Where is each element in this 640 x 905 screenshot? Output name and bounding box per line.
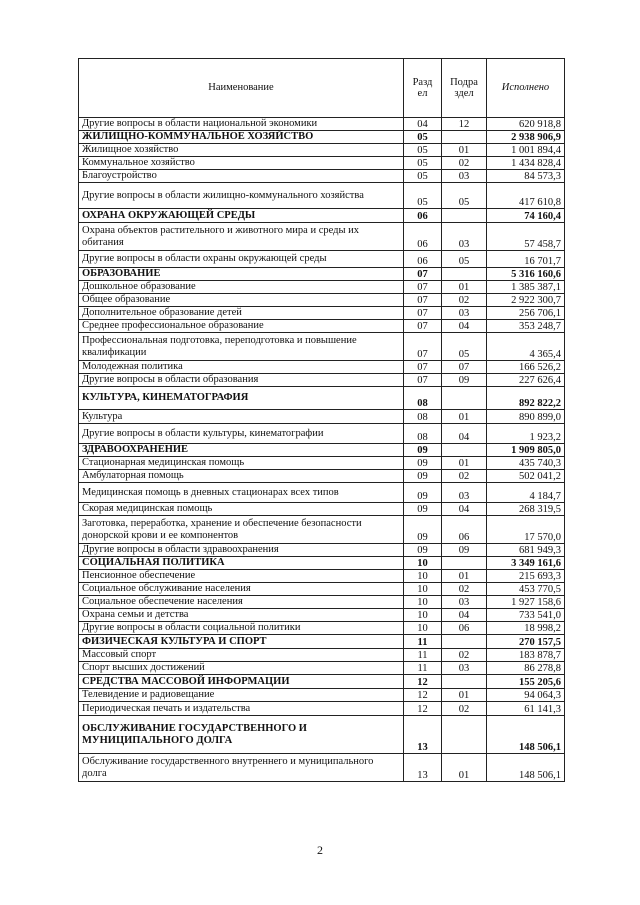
row-podrazdel: 06: [442, 622, 487, 635]
row-ispolneno: 1 909 805,0: [487, 444, 565, 457]
table-row: [79, 689, 565, 702]
row-razdel: 09: [404, 483, 442, 503]
row-podrazdel: 06: [442, 516, 487, 544]
row-name: Социальное обслуживание населения: [79, 583, 404, 596]
row-ispolneno: 1 434 828,4: [487, 157, 565, 170]
table-row: [79, 557, 565, 570]
table-row: [79, 583, 565, 596]
table-row: [79, 702, 565, 716]
row-razdel: 06: [404, 223, 442, 251]
budget-table: [78, 58, 565, 782]
row-razdel: 07: [404, 307, 442, 320]
row-podrazdel: [442, 387, 487, 410]
row-ispolneno: 86 278,8: [487, 662, 565, 675]
row-name: ОБРАЗОВАНИЕ: [79, 268, 404, 281]
row-podrazdel: 01: [442, 570, 487, 583]
row-ispolneno: 61 141,3: [487, 702, 565, 716]
row-name: Молодежная политика: [79, 361, 404, 374]
table-row: [79, 118, 565, 131]
row-ispolneno: 148 506,1: [487, 716, 565, 754]
row-name: Другие вопросы в области социальной политики: [79, 622, 404, 635]
row-ispolneno: 84 573,3: [487, 170, 565, 183]
row-podrazdel: [442, 209, 487, 223]
table-row: [79, 387, 565, 410]
row-podrazdel: [442, 268, 487, 281]
row-name: Среднее профессиональное образование: [79, 320, 404, 333]
row-name: Другие вопросы в области образования: [79, 374, 404, 387]
row-razdel: 05: [404, 183, 442, 209]
row-name: Дошкольное образование: [79, 281, 404, 294]
row-podrazdel: 05: [442, 183, 487, 209]
row-name: Социальное обеспечение населения: [79, 596, 404, 609]
table-row: [79, 754, 565, 782]
row-razdel: 08: [404, 410, 442, 424]
row-podrazdel: [442, 131, 487, 144]
table-row: [79, 424, 565, 444]
table-row: [79, 209, 565, 223]
row-ispolneno: 890 899,0: [487, 410, 565, 424]
table-row: [79, 157, 565, 170]
row-podrazdel: 04: [442, 503, 487, 516]
row-ispolneno: 435 740,3: [487, 457, 565, 470]
row-podrazdel: 05: [442, 251, 487, 268]
row-razdel: 12: [404, 689, 442, 702]
row-razdel: 10: [404, 583, 442, 596]
row-podrazdel: 01: [442, 754, 487, 782]
row-podrazdel: 07: [442, 361, 487, 374]
row-podrazdel: 03: [442, 483, 487, 503]
table-row: [79, 320, 565, 333]
row-ispolneno: 227 626,4: [487, 374, 565, 387]
page-number: 2: [317, 843, 323, 857]
row-ispolneno: 620 918,8: [487, 118, 565, 131]
header-podrazdel: Подра здел: [442, 59, 487, 118]
row-name: Стационарная медицинская помощь: [79, 457, 404, 470]
row-razdel: 04: [404, 118, 442, 131]
row-razdel: 09: [404, 516, 442, 544]
table-row: [79, 294, 565, 307]
row-ispolneno: 733 541,0: [487, 609, 565, 622]
row-name: Другие вопросы в области культуры, кинематографии: [79, 424, 404, 444]
row-ispolneno: 3 349 161,6: [487, 557, 565, 570]
row-razdel: 11: [404, 662, 442, 675]
row-razdel: 07: [404, 294, 442, 307]
table-row: [79, 170, 565, 183]
row-razdel: 06: [404, 251, 442, 268]
row-razdel: 11: [404, 649, 442, 662]
header-ispolneno: Исполнено: [487, 59, 565, 118]
row-ispolneno: 57 458,7: [487, 223, 565, 251]
table-row: [79, 635, 565, 649]
table-row: [79, 144, 565, 157]
row-razdel: 07: [404, 333, 442, 361]
row-ispolneno: 155 205,6: [487, 675, 565, 689]
row-name: КУЛЬТУРА, КИНЕМАТОГРАФИЯ: [79, 387, 404, 410]
row-podrazdel: 02: [442, 294, 487, 307]
row-podrazdel: 03: [442, 662, 487, 675]
table-row: [79, 374, 565, 387]
header-razdel: Разд ел: [404, 59, 442, 118]
row-ispolneno: 1 385 387,1: [487, 281, 565, 294]
row-name: Охрана объектов растительного и животного мира и среды их обитания: [79, 223, 404, 251]
row-razdel: 08: [404, 387, 442, 410]
row-podrazdel: 02: [442, 702, 487, 716]
row-podrazdel: 01: [442, 281, 487, 294]
row-ispolneno: 4 365,4: [487, 333, 565, 361]
table-row: [79, 131, 565, 144]
row-podrazdel: 02: [442, 157, 487, 170]
row-name: Спорт высших достижений: [79, 662, 404, 675]
row-name: Другие вопросы в области здравоохранения: [79, 544, 404, 557]
row-razdel: 07: [404, 281, 442, 294]
row-ispolneno: 17 570,0: [487, 516, 565, 544]
table-row: [79, 333, 565, 361]
row-razdel: 07: [404, 268, 442, 281]
table-row: [79, 483, 565, 503]
row-ispolneno: 5 316 160,6: [487, 268, 565, 281]
row-ispolneno: 892 822,2: [487, 387, 565, 410]
row-name: ОХРАНА ОКРУЖАЮЩЕЙ СРЕДЫ: [79, 209, 404, 223]
table-row: [79, 675, 565, 689]
table-row: [79, 649, 565, 662]
row-name: Другие вопросы в области жилищно-коммунального хозяйства: [79, 183, 404, 209]
row-razdel: 09: [404, 470, 442, 483]
row-name: ФИЗИЧЕСКАЯ КУЛЬТУРА И СПОРТ: [79, 635, 404, 649]
row-name: Амбулаторная помощь: [79, 470, 404, 483]
row-podrazdel: 01: [442, 457, 487, 470]
row-podrazdel: [442, 635, 487, 649]
row-razdel: 07: [404, 320, 442, 333]
table-row: [79, 457, 565, 470]
row-name: Скорая медицинская помощь: [79, 503, 404, 516]
row-name: Профессиональная подготовка, переподготовка и повышение квалификации: [79, 333, 404, 361]
row-ispolneno: 353 248,7: [487, 320, 565, 333]
table-header-row: [79, 59, 565, 118]
row-razdel: 12: [404, 675, 442, 689]
table-row: [79, 410, 565, 424]
row-podrazdel: [442, 557, 487, 570]
row-name: Охрана семьи и детства: [79, 609, 404, 622]
row-podrazdel: 01: [442, 144, 487, 157]
row-ispolneno: 453 770,5: [487, 583, 565, 596]
table-row: [79, 361, 565, 374]
row-name: Периодическая печать и издательства: [79, 702, 404, 716]
row-razdel: 10: [404, 557, 442, 570]
row-razdel: 09: [404, 544, 442, 557]
row-name: Обслуживание государственного внутреннего и муниципального долга: [79, 754, 404, 782]
row-podrazdel: 05: [442, 333, 487, 361]
row-razdel: 09: [404, 457, 442, 470]
table-row: [79, 307, 565, 320]
header-name: Наименование: [79, 59, 404, 118]
row-razdel: 09: [404, 503, 442, 516]
row-podrazdel: [442, 675, 487, 689]
row-name: Дополнительное образование детей: [79, 307, 404, 320]
table-body: [79, 118, 565, 782]
row-podrazdel: 03: [442, 223, 487, 251]
row-ispolneno: 74 160,4: [487, 209, 565, 223]
row-name: Заготовка, переработка, хранение и обеспечение безопасности донорской крови и ее компонентов: [79, 516, 404, 544]
row-name: Пенсионное обеспечение: [79, 570, 404, 583]
row-name: СРЕДСТВА МАССОВОЙ ИНФОРМАЦИИ: [79, 675, 404, 689]
row-razdel: 10: [404, 596, 442, 609]
row-razdel: 05: [404, 170, 442, 183]
row-ispolneno: 215 693,3: [487, 570, 565, 583]
row-podrazdel: 09: [442, 544, 487, 557]
table-row: [79, 609, 565, 622]
table-row: [79, 716, 565, 754]
row-ispolneno: 270 157,5: [487, 635, 565, 649]
row-razdel: 13: [404, 716, 442, 754]
row-name: Благоустройство: [79, 170, 404, 183]
row-podrazdel: 03: [442, 596, 487, 609]
row-razdel: 10: [404, 609, 442, 622]
table-row: [79, 251, 565, 268]
row-ispolneno: 94 064,3: [487, 689, 565, 702]
table-row: [79, 662, 565, 675]
row-ispolneno: 502 041,2: [487, 470, 565, 483]
row-razdel: 05: [404, 131, 442, 144]
row-razdel: 07: [404, 361, 442, 374]
row-razdel: 13: [404, 754, 442, 782]
row-name: Телевидение и радиовещание: [79, 689, 404, 702]
row-razdel: 10: [404, 570, 442, 583]
row-podrazdel: 02: [442, 583, 487, 596]
row-podrazdel: 01: [442, 410, 487, 424]
row-razdel: 09: [404, 444, 442, 457]
row-name: ОБСЛУЖИВАНИЕ ГОСУДАРСТВЕННОГО И МУНИЦИПАЛЬНОГО ДОЛГА: [79, 716, 404, 754]
row-podrazdel: 01: [442, 689, 487, 702]
table-row: [79, 570, 565, 583]
table-row: [79, 544, 565, 557]
row-podrazdel: [442, 716, 487, 754]
row-name: Другие вопросы в области национальной экономики: [79, 118, 404, 131]
row-ispolneno: 18 998,2: [487, 622, 565, 635]
row-name: Жилищное хозяйство: [79, 144, 404, 157]
row-razdel: 11: [404, 635, 442, 649]
row-podrazdel: 02: [442, 470, 487, 483]
row-ispolneno: 681 949,3: [487, 544, 565, 557]
row-podrazdel: 03: [442, 307, 487, 320]
table-row: [79, 470, 565, 483]
table-row: [79, 268, 565, 281]
row-podrazdel: 04: [442, 609, 487, 622]
row-ispolneno: 166 526,2: [487, 361, 565, 374]
row-razdel: 05: [404, 144, 442, 157]
row-name: ЖИЛИЩНО-КОММУНАЛЬНОЕ ХОЗЯЙСТВО: [79, 131, 404, 144]
row-ispolneno: 1 001 894,4: [487, 144, 565, 157]
table-row: [79, 223, 565, 251]
row-ispolneno: 2 922 300,7: [487, 294, 565, 307]
row-name: Другие вопросы в области охраны окружающей среды: [79, 251, 404, 268]
row-razdel: 05: [404, 157, 442, 170]
row-podrazdel: 12: [442, 118, 487, 131]
row-podrazdel: [442, 444, 487, 457]
row-name: Медицинская помощь в дневных стационарах всех типов: [79, 483, 404, 503]
row-ispolneno: 2 938 906,9: [487, 131, 565, 144]
row-podrazdel: 04: [442, 320, 487, 333]
budget-table-container: [78, 58, 564, 782]
row-name: Общее образование: [79, 294, 404, 307]
row-podrazdel: 02: [442, 649, 487, 662]
row-ispolneno: 1 923,2: [487, 424, 565, 444]
row-razdel: 07: [404, 374, 442, 387]
row-razdel: 12: [404, 702, 442, 716]
table-row: [79, 622, 565, 635]
table-row: [79, 503, 565, 516]
row-podrazdel: 03: [442, 170, 487, 183]
table-row: [79, 444, 565, 457]
table-row: [79, 596, 565, 609]
row-ispolneno: 268 319,5: [487, 503, 565, 516]
row-ispolneno: 4 184,7: [487, 483, 565, 503]
table-row: [79, 183, 565, 209]
row-ispolneno: 16 701,7: [487, 251, 565, 268]
row-razdel: 06: [404, 209, 442, 223]
row-name: СОЦИАЛЬНАЯ ПОЛИТИКА: [79, 557, 404, 570]
row-name: Культура: [79, 410, 404, 424]
table-row: [79, 281, 565, 294]
row-podrazdel: 04: [442, 424, 487, 444]
row-razdel: 08: [404, 424, 442, 444]
row-ispolneno: 148 506,1: [487, 754, 565, 782]
row-name: Массовый спорт: [79, 649, 404, 662]
row-razdel: 10: [404, 622, 442, 635]
row-name: Коммунальное хозяйство: [79, 157, 404, 170]
row-name: ЗДРАВООХРАНЕНИЕ: [79, 444, 404, 457]
row-ispolneno: 183 878,7: [487, 649, 565, 662]
row-podrazdel: 09: [442, 374, 487, 387]
row-ispolneno: 256 706,1: [487, 307, 565, 320]
row-ispolneno: 417 610,8: [487, 183, 565, 209]
row-ispolneno: 1 927 158,6: [487, 596, 565, 609]
table-row: [79, 516, 565, 544]
